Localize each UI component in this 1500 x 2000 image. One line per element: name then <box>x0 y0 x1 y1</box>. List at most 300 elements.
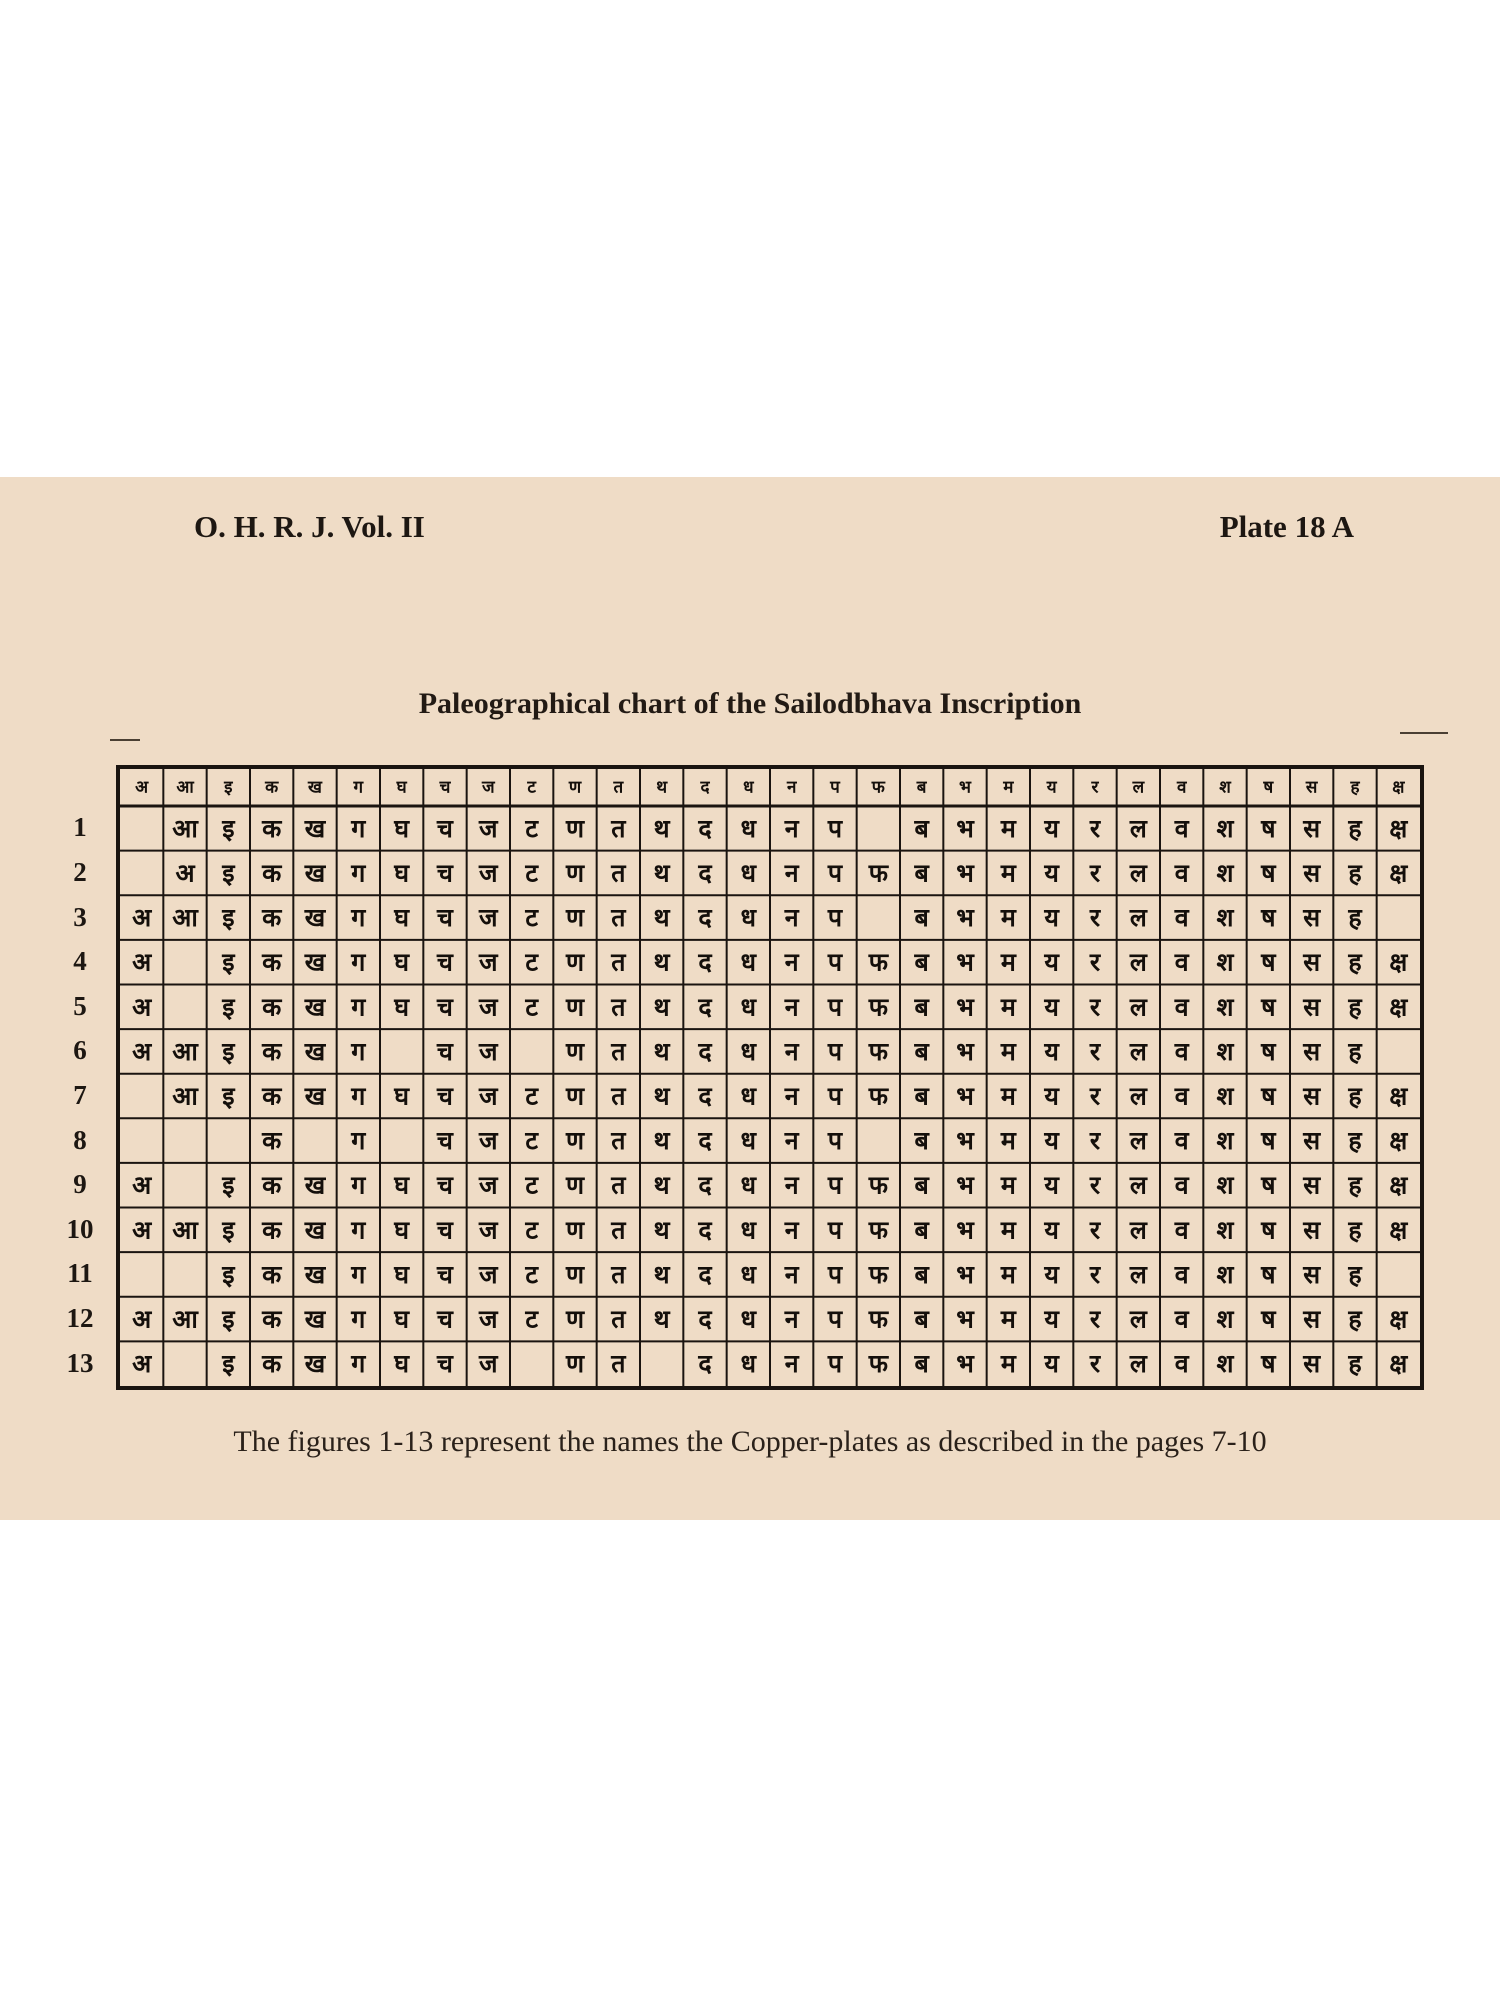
margin-mark-right <box>1400 732 1448 734</box>
table-cell: ल <box>1129 1081 1147 1111</box>
table-cell: ल <box>1129 1259 1147 1289</box>
table-cell: आ <box>172 1304 198 1334</box>
table-cell: भ <box>956 1081 974 1111</box>
table-cell: ण <box>565 1215 585 1245</box>
table-cell: श <box>1216 1081 1234 1111</box>
table-cell: च <box>437 1259 453 1289</box>
column-header-cell: इ <box>224 777 233 798</box>
table-cell: घ <box>394 858 410 888</box>
table-cell: म <box>1000 858 1016 888</box>
table-cell: ग <box>351 858 366 888</box>
table-cell: ब <box>914 1170 929 1200</box>
column-header-cell: ट <box>527 777 536 798</box>
table-cell: ण <box>565 1259 585 1289</box>
table-cell: इ <box>222 1170 235 1200</box>
table-cell: च <box>437 1081 453 1111</box>
chart-title: Paleographical chart of the Sailodbhava Inscription <box>418 687 1082 720</box>
table-cell: ध <box>740 947 757 977</box>
table-cell: ख <box>304 1349 326 1379</box>
margin-mark-left <box>110 739 140 741</box>
table-cell: र <box>1089 903 1101 933</box>
table-cell: म <box>1000 1304 1016 1334</box>
table-cell: ह <box>1348 1304 1362 1334</box>
table-cell: त <box>611 1215 626 1245</box>
table-cell: भ <box>956 1036 974 1066</box>
table-cell: ह <box>1348 813 1362 843</box>
table-grid <box>120 769 1420 1386</box>
table-cell: क्ष <box>1389 1081 1408 1111</box>
table-cell: ट <box>525 858 538 888</box>
table-cell: ध <box>740 1349 757 1379</box>
table-cell: इ <box>222 1349 235 1379</box>
table-cell: ख <box>304 1170 326 1200</box>
table-cell: प <box>827 1126 843 1156</box>
table-cell: घ <box>394 947 410 977</box>
table-cell: य <box>1044 858 1059 888</box>
table-cell: व <box>1174 1170 1189 1200</box>
table-cell: ल <box>1129 813 1147 843</box>
table-cell: क <box>262 1170 282 1200</box>
table-cell: क्ष <box>1389 1215 1408 1245</box>
table-cell: न <box>784 1126 799 1156</box>
table-cell: इ <box>222 947 235 977</box>
table-cell: ण <box>565 947 585 977</box>
table-cell: इ <box>222 1215 235 1245</box>
table-cell: फ <box>868 1349 888 1379</box>
table-cell: फ <box>868 1170 888 1200</box>
table-cell: ज <box>479 858 498 888</box>
column-header-cell: ध <box>743 777 754 798</box>
table-cell: ध <box>740 1081 757 1111</box>
table-cell: र <box>1089 813 1101 843</box>
column-header-cell: त <box>613 777 624 798</box>
table-cell: र <box>1089 1126 1101 1156</box>
table-cell: श <box>1216 1349 1234 1379</box>
table-cell: क <box>262 1036 282 1066</box>
table-cell: थ <box>653 1126 670 1156</box>
table-cell: ण <box>565 813 585 843</box>
table-cell: फ <box>868 1304 888 1334</box>
table-cell: ध <box>740 858 757 888</box>
table-cell: र <box>1089 992 1101 1022</box>
row-number: 5 <box>73 990 87 1021</box>
table-cell: ध <box>740 1036 757 1066</box>
table-cell: इ <box>222 1304 235 1334</box>
table-cell: म <box>1000 1036 1016 1066</box>
table-cell: अ <box>132 903 152 933</box>
table-cell: फ <box>868 1259 888 1289</box>
table-cell: ब <box>914 1081 929 1111</box>
table-cell: य <box>1044 813 1059 843</box>
table-cell: आ <box>172 1036 198 1066</box>
table-cell: फ <box>868 1081 888 1111</box>
table-cell: ष <box>1261 858 1276 888</box>
table-cell: प <box>827 858 843 888</box>
table-cell: भ <box>956 1304 974 1334</box>
table-cell: ध <box>740 1304 757 1334</box>
column-header-cell: च <box>439 777 451 798</box>
table-cell: प <box>827 992 843 1022</box>
table-cell: ग <box>351 903 366 933</box>
table-cell: ट <box>525 1081 538 1111</box>
table-cell: इ <box>222 1081 235 1111</box>
column-header-cell: ह <box>1350 777 1360 798</box>
table-cell: ग <box>351 1259 366 1289</box>
row-number: 7 <box>73 1080 87 1110</box>
table-cell: द <box>698 1259 712 1289</box>
table-cell: आ <box>172 1215 198 1245</box>
table-cell: ण <box>565 1081 585 1111</box>
table-cell: क्ष <box>1389 858 1408 888</box>
table-cell: ख <box>304 858 326 888</box>
table-cell: थ <box>653 1081 670 1111</box>
column-header-cell: ण <box>568 777 582 798</box>
table-cell: त <box>611 903 626 933</box>
table-cell: ण <box>565 1036 585 1066</box>
column-header-cell: य <box>1046 777 1057 798</box>
table-cell: न <box>784 1036 799 1066</box>
column-header-cell: घ <box>396 777 407 798</box>
table-cell: ख <box>304 1081 326 1111</box>
table-cell: व <box>1174 1304 1189 1334</box>
table-cell: च <box>437 1036 453 1066</box>
table-cell: ह <box>1348 1259 1362 1289</box>
column-header-cell: श <box>1219 777 1231 798</box>
table-cell: ज <box>479 813 498 843</box>
table-cell: ब <box>914 903 929 933</box>
table-cell: ग <box>351 947 366 977</box>
table-cell: ष <box>1261 1126 1276 1156</box>
column-header-cell: ग <box>353 777 364 798</box>
table-cell: च <box>437 1215 453 1245</box>
table-cell: थ <box>653 1036 670 1066</box>
table-cell: त <box>611 1259 626 1289</box>
table-cell: र <box>1089 858 1101 888</box>
table-cell: घ <box>394 1349 410 1379</box>
table-cell: ग <box>351 813 366 843</box>
table-cell: भ <box>956 813 974 843</box>
table-cell: त <box>611 858 626 888</box>
table-cell: त <box>611 1081 626 1111</box>
table-cell: म <box>1000 947 1016 977</box>
table-cell: क्ष <box>1389 947 1408 977</box>
table-cell: ष <box>1261 1215 1276 1245</box>
table-cell: ट <box>525 1126 538 1156</box>
table-cell: ह <box>1348 1215 1362 1245</box>
table-cell: घ <box>394 1304 410 1334</box>
table-cell: व <box>1174 947 1189 977</box>
column-header-cell: ष <box>1263 777 1274 798</box>
table-cell: श <box>1216 903 1234 933</box>
column-header-cell: ख <box>308 777 322 798</box>
table-cell: य <box>1044 1349 1059 1379</box>
table-cell: ण <box>565 992 585 1022</box>
table-cell: भ <box>956 858 974 888</box>
table-cell: थ <box>653 1170 670 1200</box>
table-cell: च <box>437 1304 453 1334</box>
table-cell: ह <box>1348 858 1362 888</box>
table-cell: ल <box>1129 1036 1147 1066</box>
table-cell: म <box>1000 1215 1016 1245</box>
table-cell: इ <box>222 1259 235 1289</box>
table-cell: ब <box>914 813 929 843</box>
row-number: 12 <box>66 1303 94 1334</box>
table-cell: य <box>1044 1215 1059 1245</box>
table-cell: व <box>1174 1036 1189 1066</box>
table-cell: ग <box>351 1349 366 1379</box>
table-cell: अ <box>132 1304 152 1334</box>
table-cell: व <box>1174 1081 1189 1111</box>
table-cell: स <box>1303 1081 1321 1111</box>
column-header-cell: प <box>830 777 840 798</box>
table-cell: न <box>784 1304 799 1334</box>
table-cell: थ <box>653 1304 670 1334</box>
table-cell: क्ष <box>1389 992 1408 1022</box>
table-cell: स <box>1303 947 1321 977</box>
table-cell: ष <box>1261 1036 1276 1066</box>
table-cell: स <box>1303 1036 1321 1066</box>
table-cell: भ <box>956 1215 974 1245</box>
table-cell: य <box>1044 1081 1059 1111</box>
table-cell: य <box>1044 947 1059 977</box>
table-cell: च <box>437 1349 453 1379</box>
table-cell: ज <box>479 1036 498 1066</box>
table-cell: श <box>1216 858 1234 888</box>
table-cell: भ <box>956 1349 974 1379</box>
table-cell: भ <box>956 1126 974 1156</box>
table-cell: त <box>611 992 626 1022</box>
table-cell: ट <box>525 903 538 933</box>
table-cell: म <box>1000 1259 1016 1289</box>
table-cell: य <box>1044 1170 1059 1200</box>
table-cell: क <box>262 947 282 977</box>
table-cell: क <box>262 903 282 933</box>
table-cell: फ <box>868 947 888 977</box>
table-cell: श <box>1216 1304 1234 1334</box>
table-cell: घ <box>394 1081 410 1111</box>
table-cell: घ <box>394 1215 410 1245</box>
table-cell: द <box>698 1349 712 1379</box>
table-cell: च <box>437 947 453 977</box>
table-cell: अ <box>132 1170 152 1200</box>
table-cell: ष <box>1261 1259 1276 1289</box>
table-cell: ष <box>1261 947 1276 977</box>
table-cell: च <box>437 992 453 1022</box>
table-cell: ख <box>304 1304 326 1334</box>
table-cell: च <box>437 903 453 933</box>
row-number: 2 <box>73 856 87 887</box>
table-cell: इ <box>222 858 235 888</box>
table-cell: म <box>1000 1170 1016 1200</box>
table-cell: फ <box>868 1215 888 1245</box>
table-cell: ख <box>304 1259 326 1289</box>
column-header-cell: र <box>1091 777 1099 798</box>
row-number: 10 <box>66 1213 94 1244</box>
table-cell: द <box>698 1036 712 1066</box>
row-number: 6 <box>73 1035 87 1066</box>
table-cell: द <box>698 903 712 933</box>
table-cell: न <box>784 858 799 888</box>
table-cell: ज <box>479 992 498 1022</box>
table-cell: श <box>1216 1170 1234 1200</box>
table-cell: क <box>262 1259 282 1289</box>
table-cell: त <box>611 1170 626 1200</box>
table-cell: ल <box>1129 992 1147 1022</box>
table-cell: इ <box>222 992 235 1022</box>
table-cell: य <box>1044 903 1059 933</box>
table-cell: त <box>611 1036 626 1066</box>
table-cell: क <box>262 1215 282 1245</box>
table-cell: ज <box>479 1170 498 1200</box>
table-cell: थ <box>653 903 670 933</box>
table-cell: अ <box>175 858 195 888</box>
table-cell: ज <box>479 1215 498 1245</box>
table-cell: ष <box>1261 903 1276 933</box>
column-header-cell: न <box>786 777 797 798</box>
row-number: 4 <box>73 946 87 977</box>
table-cell: द <box>698 813 712 843</box>
table-cell: स <box>1303 1170 1321 1200</box>
table-cell: ट <box>525 1259 538 1289</box>
table-cell: च <box>437 813 453 843</box>
table-cell: श <box>1216 1126 1234 1156</box>
table-cell: अ <box>132 1349 152 1379</box>
table-cell: ष <box>1261 1349 1276 1379</box>
table-cell: क्ष <box>1389 813 1408 843</box>
table-cell: न <box>784 1349 799 1379</box>
table-cell: ज <box>479 1126 498 1156</box>
table-cell: ण <box>565 1304 585 1334</box>
table-cell: त <box>611 947 626 977</box>
table-cell: ब <box>914 1349 929 1379</box>
table-cell: ब <box>914 1215 929 1245</box>
table-cell: र <box>1089 1081 1101 1111</box>
table-cell: घ <box>394 813 410 843</box>
journal-header: O. H. R. J. Vol. II <box>194 509 425 544</box>
table-cell: ह <box>1348 1170 1362 1200</box>
table-cell: न <box>784 1081 799 1111</box>
table-cell: ब <box>914 1036 929 1066</box>
table-cell: ग <box>351 1304 366 1334</box>
table-cell: भ <box>956 1259 974 1289</box>
table-cell: अ <box>132 1215 152 1245</box>
plate-label: Plate 18 A <box>1219 509 1354 544</box>
table-cell: श <box>1216 947 1234 977</box>
table-cell: इ <box>222 903 235 933</box>
table-cell: प <box>827 1215 843 1245</box>
table-cell: ज <box>479 1259 498 1289</box>
table-cell: क <box>262 858 282 888</box>
table-cell: त <box>611 1349 626 1379</box>
table-cell: म <box>1000 903 1016 933</box>
table-cell: न <box>784 1259 799 1289</box>
table-cell: ष <box>1261 813 1276 843</box>
table-cell: र <box>1089 1259 1101 1289</box>
table-cell: ल <box>1129 1215 1147 1245</box>
table-cell: व <box>1174 858 1189 888</box>
table-cell: ख <box>304 947 326 977</box>
table-cell: ल <box>1129 1126 1147 1156</box>
table-cell: ध <box>740 1126 757 1156</box>
table-cell: ह <box>1348 1081 1362 1111</box>
table-cell: ष <box>1261 992 1276 1022</box>
table-cell: घ <box>394 992 410 1022</box>
table-cell: स <box>1303 1304 1321 1334</box>
table-cell: फ <box>868 1036 888 1066</box>
table-cell: भ <box>956 1170 974 1200</box>
table-cell: इ <box>222 813 235 843</box>
table-cell: स <box>1303 903 1321 933</box>
table-cell: आ <box>172 813 198 843</box>
table-cell: प <box>827 903 843 933</box>
table-cell: क्ष <box>1389 1126 1408 1156</box>
table-cell: र <box>1089 947 1101 977</box>
column-header-cell: क्ष <box>1392 777 1405 798</box>
table-cell: स <box>1303 1215 1321 1245</box>
table-cell: अ <box>132 992 152 1022</box>
table-cell: य <box>1044 1259 1059 1289</box>
table-cell: ल <box>1129 1170 1147 1200</box>
table-cell: ल <box>1129 1304 1147 1334</box>
table-cell: क <box>262 992 282 1022</box>
table-cell: ण <box>565 1126 585 1156</box>
table-cell: ह <box>1348 1126 1362 1156</box>
table-cell: प <box>827 1081 843 1111</box>
row-number: 11 <box>67 1258 93 1289</box>
table-cell: ग <box>351 992 366 1022</box>
table-cell: ट <box>525 813 538 843</box>
table-cell: घ <box>394 1170 410 1200</box>
table-cell: फ <box>868 858 888 888</box>
table-cell: म <box>1000 813 1016 843</box>
table-cell: भ <box>956 947 974 977</box>
table-cell: प <box>827 1036 843 1066</box>
table-cell: अ <box>132 1036 152 1066</box>
table-cell: च <box>437 1170 453 1200</box>
table-cell: स <box>1303 858 1321 888</box>
table-cell: ज <box>479 1081 498 1111</box>
table-cell: ब <box>914 1259 929 1289</box>
table-cell: ट <box>525 1215 538 1245</box>
paleographic-table <box>116 765 1424 1390</box>
table-cell: भ <box>956 992 974 1022</box>
table-cell: म <box>1000 992 1016 1022</box>
table-cell: म <box>1000 1349 1016 1379</box>
table-cell: ट <box>525 1304 538 1334</box>
table-cell: क <box>262 1349 282 1379</box>
table-cell: ष <box>1261 1304 1276 1334</box>
table-cell: द <box>698 1081 712 1111</box>
table-cell: अ <box>132 947 152 977</box>
table-cell: व <box>1174 1349 1189 1379</box>
table-cell: न <box>784 1170 799 1200</box>
row-number: 13 <box>66 1347 94 1378</box>
table-cell: थ <box>653 1259 670 1289</box>
plate-page <box>0 477 1500 1520</box>
table-cell: श <box>1216 992 1234 1022</box>
table-cell: र <box>1089 1349 1101 1379</box>
table-cell: क <box>262 813 282 843</box>
table-cell: ब <box>914 992 929 1022</box>
table-cell: ल <box>1129 858 1147 888</box>
table-cell: र <box>1089 1036 1101 1066</box>
table-cell: व <box>1174 813 1189 843</box>
table-cell: ख <box>304 1036 326 1066</box>
table-cell: त <box>611 813 626 843</box>
table-cell: ष <box>1261 1081 1276 1111</box>
table-cell: ध <box>740 1170 757 1200</box>
table-cell: र <box>1089 1304 1101 1334</box>
